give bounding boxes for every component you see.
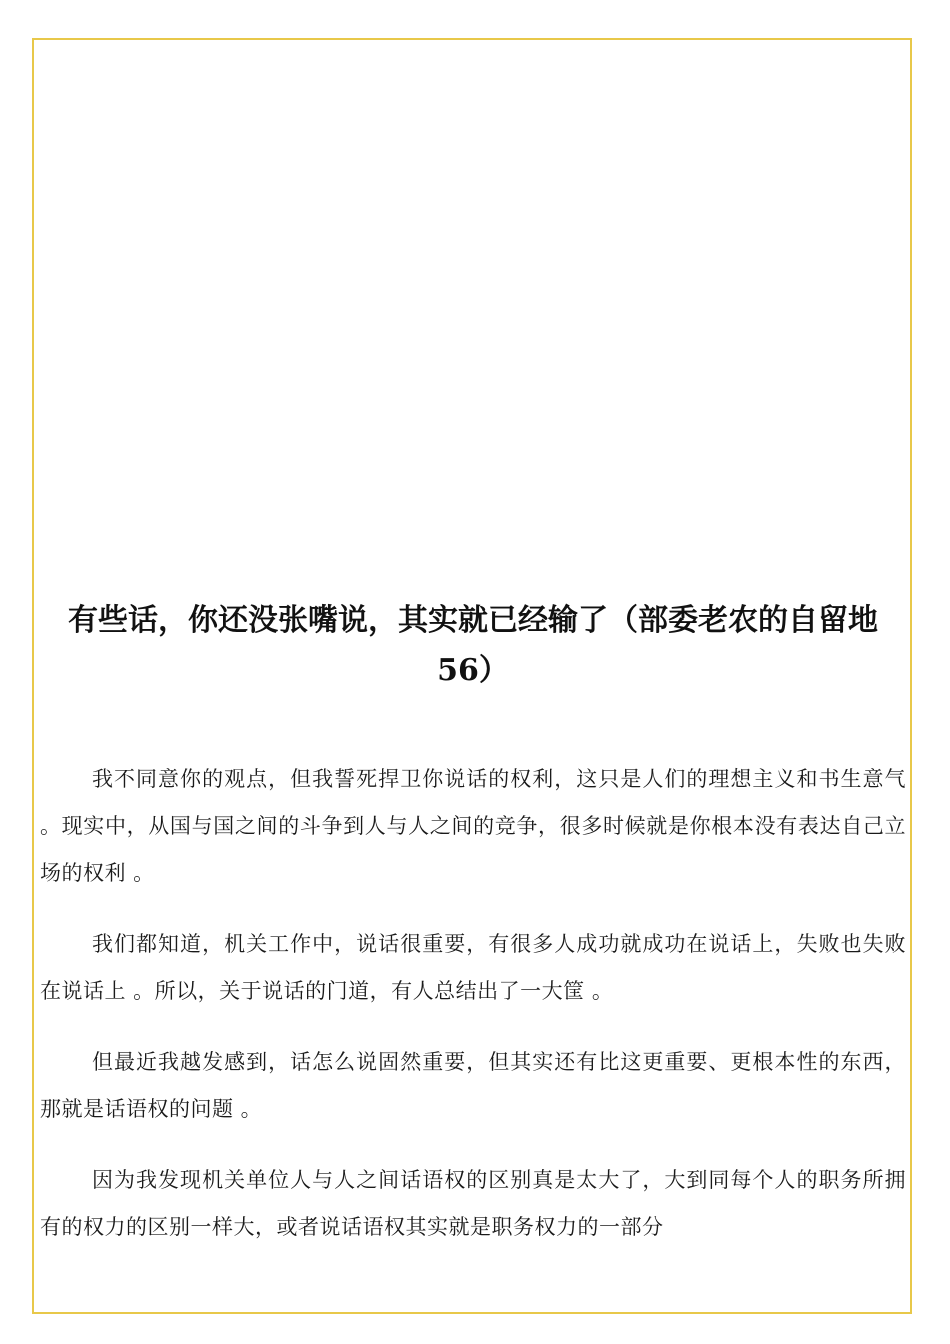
document-body xyxy=(40,596,906,1275)
document-title: 有些话，你还没张嘴说，其实就已经输了（部委老农的自留地 56） xyxy=(68,603,878,688)
paragraph: 但最近我越发感到，话怎么说固然重要，但其实还有比这更重要、更根本性的东西，那就是话语权的问题 。 xyxy=(40,1050,906,1121)
paragraph-list xyxy=(40,756,906,1251)
paragraph: 因为我发现机关单位人与人之间话语权的区别真是太大了，大到同每个人的职务所拥有的权力的区别一样大，或者说话语权其实就是职务权力的一部分 xyxy=(40,1168,906,1239)
paragraph: 我不同意你的观点，但我誓死捍卫你说话的权利，这只是人们的理想主义和书生意气 。现实中，从国与国之间的斗争到人与人之间的竞争，很多时候就是你根本没有表达自己立场的权利 。 xyxy=(40,767,906,885)
paragraph: 我们都知道，机关工作中，说话很重要，有很多人成功就成功在说话上，失败也失败在说话上 。所以，关于说话的门道，有人总结出了一大筐 。 xyxy=(40,932,906,1003)
